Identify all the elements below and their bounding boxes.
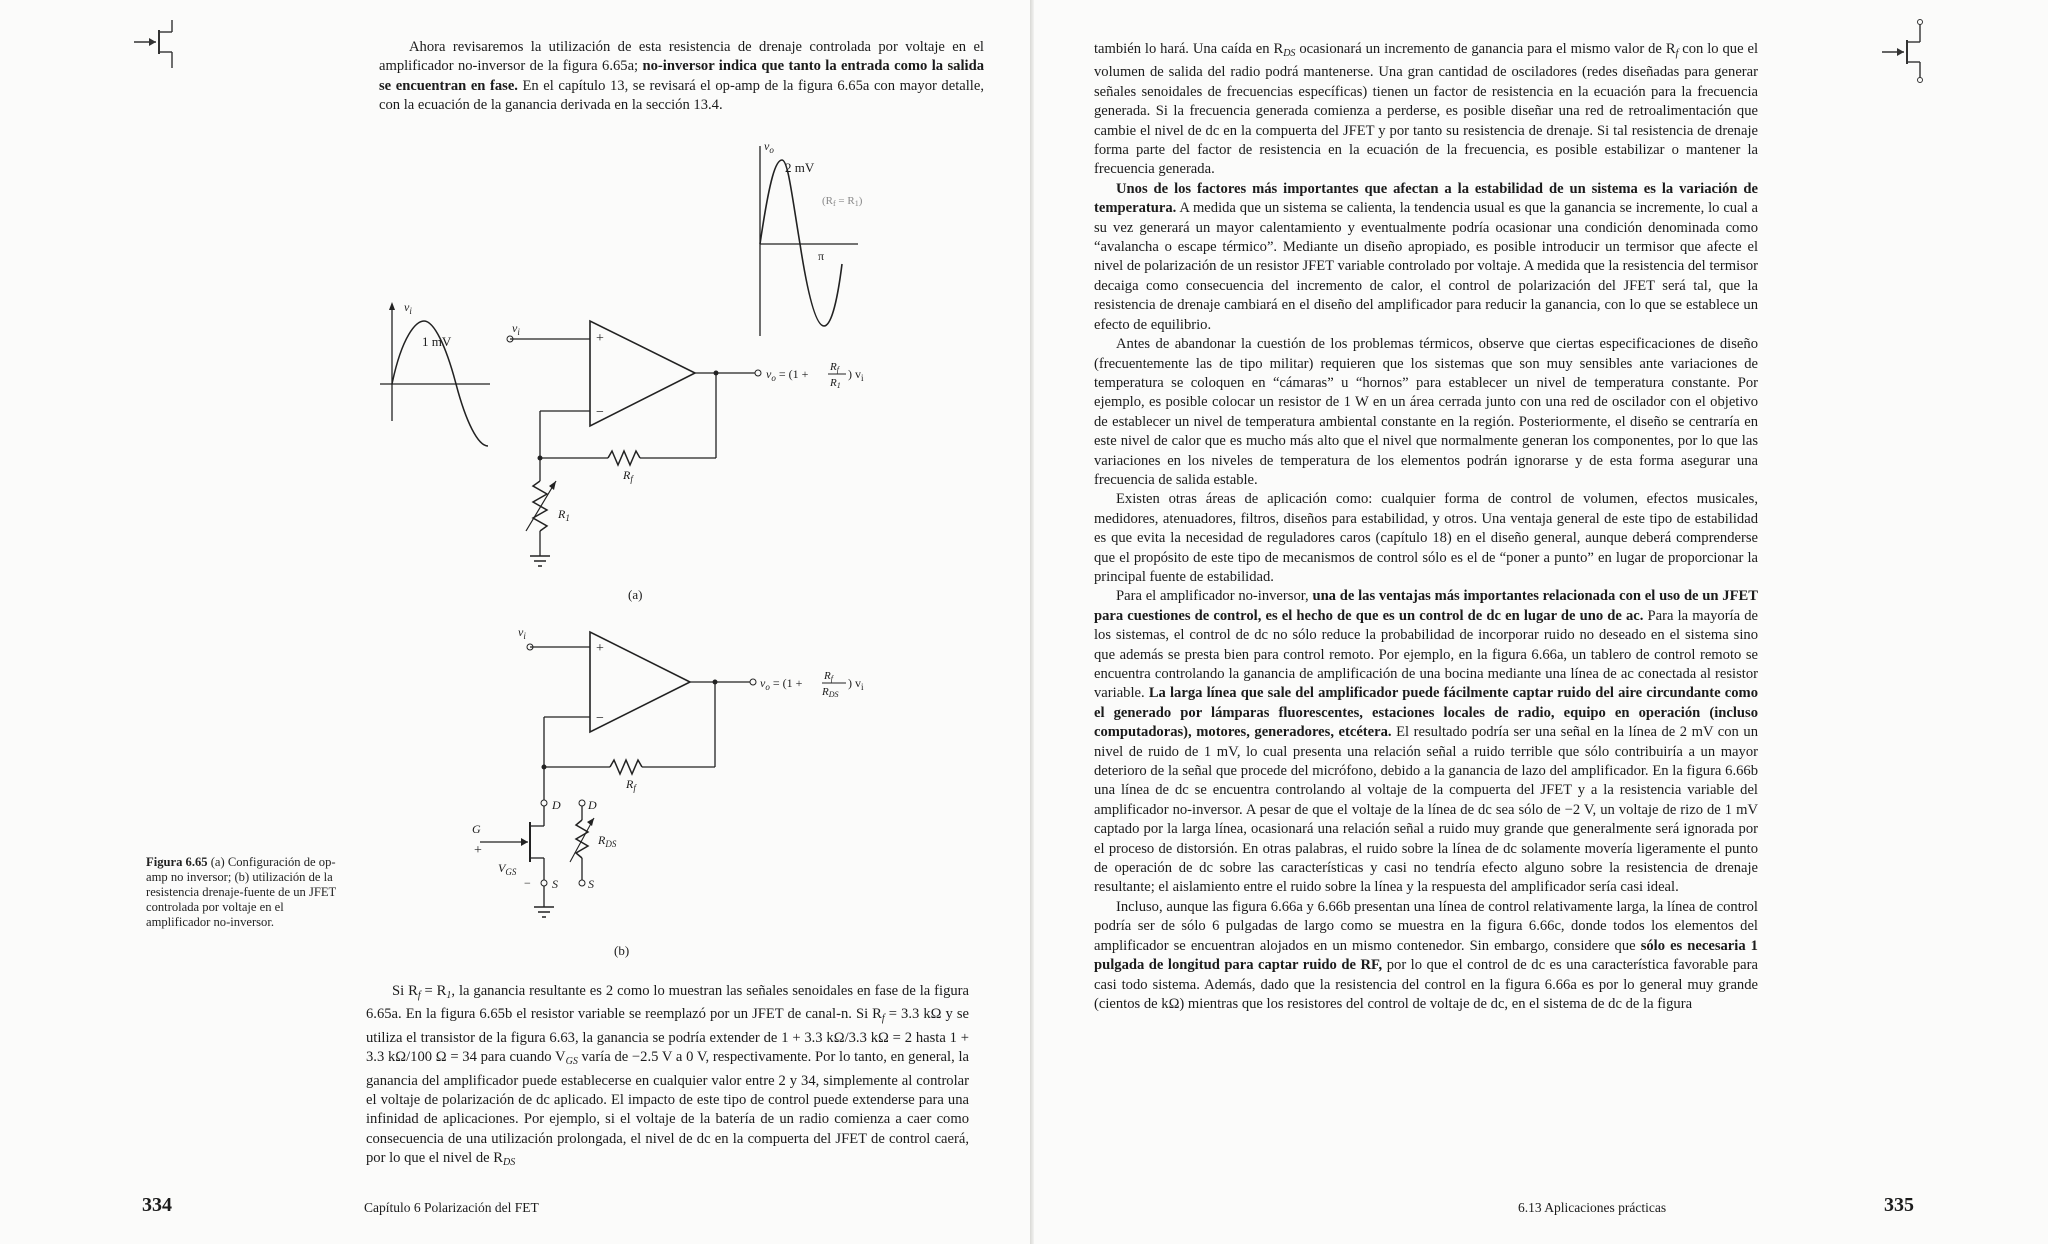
plus-terminal: + [596, 331, 604, 346]
intro-paragraph [379, 38, 984, 116]
paragraph-5-bold-2: La larga línea que sale del amplificador puede fácilmente captar ruido del aire circundante como el generado por lámparas fluorescentes, estaciones locales de radio, equipo en operación (incluso computadoras), motores, generadores, etcétera. [1094, 685, 1759, 741]
vi-input-label-b: $v_i$ [518, 625, 526, 641]
gate-plus: + [474, 843, 482, 858]
figure-b-label: (b) [614, 943, 630, 958]
jfet-margin-icon [132, 18, 184, 74]
gain-denominator-b: RDS [822, 686, 839, 699]
intro-text-2: En el capítulo 13, se revisará el op-amp de la figura 6.65a con mayor detalle, con la ecuación de la ganancia derivada en la sección 13.4. [379, 77, 984, 114]
paragraph-3 [1094, 335, 1758, 490]
paragraph-5 [1094, 587, 1758, 898]
rds-equivalent [570, 798, 617, 891]
gate-label: G [472, 822, 481, 836]
paragraph-5-bold-1: una de las ventajas más importantes relacionada con el uso de un JFET para cuestiones de control, es el hecho de que es un control de dc en lugar de uno de ac. [1094, 588, 1758, 624]
caption-text: (a) Configuración de op-amp no inversor; (b) utilización de la resistencia drenaje-fuente de un JFET controlada por voltaje en el amplificador no-inversor. [146, 855, 337, 929]
paragraph-2-text: A medida que un sistema se calienta, la tendencia usual es que la ganancia se incremente, lo cual a su vez generará un mayor calentamiento y eventualmente podría ocasionar una condición denominada como “avalancha o escape térmico”. Mediante un diseño apropiado, es posible introducir un termisor que afecte el nivel de polarización de un resistor JFET variable controlado por voltaje. A medida que la resistencia del termisor decaiga como consecuencia del incremento de calor, el control de polarización del JFET será tal, que la resistencia de drenaje cambiará en el diseño del amplificador para reducir la ganancia, con lo que se establece un efecto de equilibrio. [1094, 200, 1758, 333]
output-waveform [760, 139, 863, 336]
paragraph-6 [1094, 898, 1758, 1014]
equation-end: ) $v_i$ [848, 367, 864, 383]
paragraph-6-bold: sólo es necesaria 1 pulgada de longitud para captar ruido de RF, [1094, 937, 1758, 974]
minus-terminal: − [596, 405, 604, 420]
vgs-label: $V_{GS}$ [498, 861, 517, 877]
opamp-a [507, 321, 864, 566]
intro-bold: no-inversor indica que tanto la entrada como la salida se encuentran en fase. [379, 58, 984, 94]
caption-title: Figura 6.65 [146, 855, 208, 869]
gate-minus: − [524, 876, 531, 890]
paragraph-5-text-a: Para el amplificador no-inversor, [1116, 588, 1313, 605]
rf-label-b: $R_f$ [626, 777, 636, 793]
paragraph-6-text-b: por lo que el control de dc es una característica favorable para casi todo sistema. Además, dado que la resistencia del control en la figura 6.66a es por lo general muy grande (cientos de kΩ) mientras que los resistores del control de voltaje de dc, en el sistema de dc de la figura [1094, 957, 1758, 1012]
figure-6-65a [380, 136, 880, 606]
r1-label: $R_1$ [558, 507, 570, 523]
section-footer: 6.13 Aplicaciones prácticas [1518, 1200, 1667, 1215]
output-amplitude-label: 2 mV [785, 160, 815, 175]
paragraph-4-text: Existen otras áreas de aplicación como: cualquier forma de control de volumen, efectos musicales, medidores, atenuadores, filtros, diseños para estabilidad, y otros. Una ventaja general de este tipo de estabilidad es que evita la necesidad de reguladores caros (capítulo 18) en el diseño general, aunque deberá comprenderse que el propósito de este tipo de mecanismos de control sólo es el de “poner a punto” en lugar de proporcionar la principal fuente de estabilidad. [1094, 491, 1758, 585]
output-equation: $v_o = (1$ + [766, 367, 809, 383]
drain-label: D [552, 798, 561, 812]
paragraph-2-bold: Unos de los factores más importantes que afectan a la estabilidad de un sistema es la variación de temperatura. [1094, 180, 1758, 217]
paragraph-5-text-c: El resultado podría ser una señal en la línea de 2 mV con un nivel de ruido de 1 mV, lo cual presenta una relación señal a ruido terrible que sólo contribuiría a un mayor deterioro de la señal que procede del micrófono, debido a la ganancia de lazo del amplificador. En la figura 6.66b una línea de dc se encuentra controlando al voltaje de la compuerta del JFET y a la resistencia variable del amplificador no-inversor. A pesar de que el voltaje de la línea de dc sea sólo de −2 V, un voltaje de rizo de 1 mV captado por la larga línea, ocasionará una relación señal a ruido muy grande que generalmente será ignorada por el proceso de distorsión. En otras palabras, el ruido sobre la línea de dc solamente movería ligeramente el punto de operación de dc sobre las características y casi no tendría efecto alguno sobre la resistencia de drenaje resultante; el aislamiento entre el ruido sobre la línea y la respuesta del amplificador sería casi ideal. [1094, 724, 1758, 896]
jfet-symbol [472, 806, 558, 917]
gain-denominator: R1 [830, 377, 841, 390]
vi-axis-label: $v_i$ [404, 300, 412, 316]
paragraph-1-text: también lo hará. Una caída en $R_{DS}$ ocasionará un incremento de ganancia para el mismo valor de $R_f$ con lo que el volumen de salida del radio podrá mantenerse. Una gran cantidad de osciladores (redes diseñadas para generar señales senoidales de frecuencias específicas) tienen un factor de resistencia en la ecuación para la frecuencia generada. Si la frecuencia generada comienza a perderse, es posible diseñar una red de retroalimentación que cambie el nivel de dc en la compuerta del JFET y por tanto su resistencia de drenaje. Si tal resistencia de drenaje forma parte del factor de resistencia en la ecuación de la frecuencia, es posible estabilizar o mantener la frecuencia generada. [1094, 41, 1759, 178]
jfet-margin-icon-right [1880, 18, 1932, 84]
plus-terminal-b: + [596, 641, 604, 656]
minus-terminal-b: − [596, 711, 604, 726]
input-amplitude-label: 1 mV [422, 334, 452, 349]
drain-label-2: D [588, 798, 597, 812]
source-label: S [552, 877, 558, 891]
input-waveform [380, 300, 490, 446]
right-text-column [1094, 40, 1758, 1014]
intro-text-1: Ahora revisaremos la utilización de esta resistencia de drenaje controlada por voltaje en el amplificador no-inversor de la figura 6.65a; [379, 39, 984, 75]
gain-paragraph-text: Si $R_f = R_1$, la ganancia resultante es 2 como lo muestran las señales senoidales en fase de la figura 6.65a. En la figura 6.65b el resistor variable se reemplazó por un JFET de canal-n. Si $R_f = 3.3$ kΩ y se utiliza el transistor de la figura 6.63, la ganancia se podría extender de 1 + 3.3 kΩ/3.3 kΩ = 2 hasta 1 + 3.3 kΩ/100 Ω = 34 para cuando $V_{GS}$ varía de −2.5 V a 0 V, respectivamente. Por lo tanto, en general, la ganancia del amplificador puede establecerse en cualquier valor entre 2 y 34, simplemente al controlar el voltaje de polarización de dc aplicado. El impacto de este tipo de control puede extenderse para una infinidad de aplicaciones. Por ejemplo, si el voltaje de la batería de un radio comienza a caer como consecuencia de una utilización prolongada, el nivel de dc en la compuerta del JFET de control caerá, por lo que el nivel de $R_{DS}$ [366, 983, 970, 1169]
paragraph-2 [1094, 180, 1758, 335]
source-label-2: S [588, 877, 594, 891]
ratio-label: (Rf = R1) [822, 195, 863, 208]
paragraph-6-text-a: Incluso, aunque las figura 6.66a y 6.66b presentan una línea de control relativamente larga, la línea de control podría ser de sólo 6 pulgadas de largo como se muestra en la figura 6.66c, donde todos los elementos del amplificador se encuentran alojados en un mismo contenedor. Sin embargo, considere que [1094, 898, 1758, 954]
rf-label: $R_f$ [623, 468, 633, 484]
gain-numerator-b: Rf [824, 670, 833, 683]
output-equation-b: $v_o = (1$ + [760, 676, 803, 692]
paragraph-4 [1094, 490, 1758, 587]
gain-paragraph [366, 982, 969, 1173]
paragraph-5-text-b: Para la mayoría de los sistemas, el control de dc no sólo reduce la probabilidad de incorporar ruido no deseado en el sistema sino que además se presta bien para control remoto. Por ejemplo, en la figura 6.66a, un tablero de control remoto se encuentra controlando la ganancia de amplificación de una bocina mediante una línea de ac conectada al resistor variable. [1094, 607, 1758, 702]
pi-label: π [818, 249, 825, 263]
figure-caption [146, 855, 346, 930]
page-number-right: 335 [1884, 1194, 1914, 1216]
vo-axis-label: $v_o$ [764, 139, 774, 155]
gain-numerator: Rf [830, 361, 839, 374]
paragraph-1 [1094, 40, 1758, 180]
chapter-footer: Capítulo 6 Polarización del FET [364, 1200, 539, 1215]
page-number-left: 334 [142, 1194, 172, 1216]
figure-6-65b [470, 622, 890, 962]
paragraph-3-text: Antes de abandonar la cuestión de los problemas térmicos, observe que ciertas especificaciones de diseño (frecuentemente las de tipo militar) requieren que los sistemas que son muy sensibles ante variaciones de temperatura se coloquen en “cámaras” u “hornos” para establecer un nivel de temperatura constante. Por ejemplo, es posible colocar un resistor de 1 W en un área cerrada junto con una red de oscilador con el objetivo de establecer un nivel de temperatura ambiental constante en la región. Posteriormente, el diseño se centraría en este nivel de calor que es mucho más alto que el nivel que normalmente generan los componentes, por lo que las variaciones en los niveles de temperatura de los elementos podrán ignorarse y de esta forma asegurar una frecuencia de salida estable. [1094, 336, 1758, 488]
vi-input-label: $v_i$ [512, 321, 520, 337]
rds-label: $R_{DS}$ [598, 833, 617, 849]
right-page [1034, 0, 2048, 1244]
figure-a-label: (a) [628, 587, 643, 602]
equation-end-b: ) $v_i$ [848, 676, 864, 692]
